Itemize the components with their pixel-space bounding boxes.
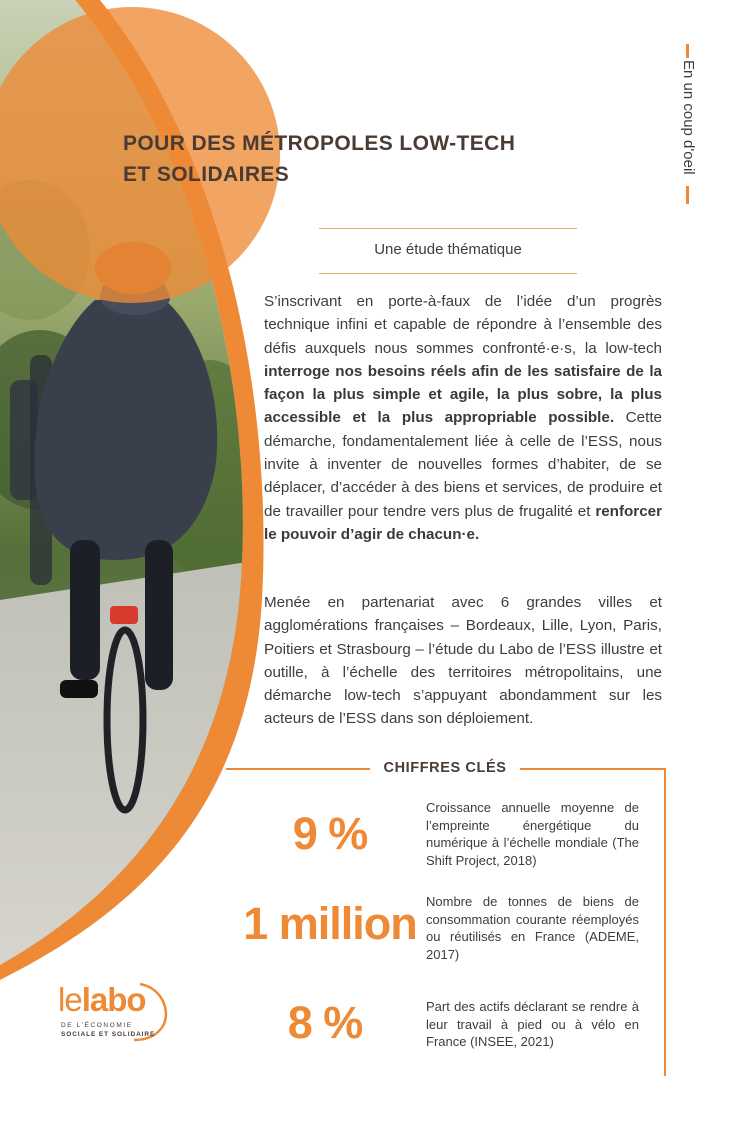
stat-value-3: 8 % xyxy=(287,997,363,1048)
subtitle-rule-bottom xyxy=(319,273,577,274)
side-accent-bottom xyxy=(686,186,689,204)
intro-p1-text-a: S’inscrivant en porte-à-faux de l’idée d’un progrès technique infini et capable de répondre à l’ensemble des défis auxquels nous sommes confronté·e·s, la low-tech xyxy=(264,293,662,357)
title-line-2: ET SOLIDAIRES xyxy=(123,163,290,186)
intro-paragraph-2: Menée en partenariat avec 6 grandes villes et agglomérations françaises – Bordeaux, Lille, Lyon, Paris, Poitiers et Strasbourg – l’étude du Labo de l’ESS illustre et outille, à l’échelle des territoires métropolitains, une démarche low-tech s’appuyant abondamment sur les acteurs de l’ESS dans son déploiement. xyxy=(264,594,662,728)
logo-wordmark xyxy=(58,980,146,1020)
key-figures-frame-right xyxy=(520,768,666,770)
title-line-1: POUR DES MÉTROPOLES LOW-TECH xyxy=(123,132,516,155)
logo-word-le: le xyxy=(58,981,82,1018)
le-labo-logo xyxy=(58,980,178,1050)
stat-value-1: 9 % xyxy=(292,808,368,859)
stat-description-2: Nombre de tonnes de biens de consommation courante réemployés ou réutilisés en France (ADEME, 2017) xyxy=(426,894,639,962)
logo-line-1: DE L’ÉCONOMIE xyxy=(61,1022,133,1029)
key-figures-frame-vertical xyxy=(664,768,666,1076)
side-accent-top xyxy=(686,44,689,58)
stat-description-3: Part des actifs déclarant se rendre à leur travail à pied ou à vélo en France (INSEE, 2021) xyxy=(426,999,639,1050)
intro-paragraph-1 xyxy=(264,290,662,546)
logo-line-2: SOCIALE ET SOLIDAIRE xyxy=(61,1031,156,1038)
key-figures-title: CHIFFRES CLÉS xyxy=(383,760,507,776)
logo-word-labo: labo xyxy=(81,981,146,1018)
page-title xyxy=(123,128,553,190)
side-label: En un coup d'oeil xyxy=(680,60,697,175)
stat-description-1: Croissance annuelle moyenne de l’empreinte énergétique du numérique à l’échelle mondiale (The Shift Project, 2018) xyxy=(426,800,639,868)
intro-p1-text-b: Cette démarche, fondamentalement liée à celle de l’ESS, nous invite à inventer de nouvelles formes d’habiter, de se déplacer, d’accéder à des biens et services, de produire et de travailler pour tendre vers plus de frugalité et xyxy=(264,409,662,520)
intro-p1-bold-a: interroge nos besoins réels afin de les satisfaire de la façon la plus simple et agile, la plus sobre, la plus accessible et la plus appropriable possible. xyxy=(264,362,662,427)
subtitle: Une étude thématique xyxy=(374,241,522,258)
subtitle-rule-top xyxy=(319,228,577,229)
intro-p1-bold-b: renforcer le pouvoir d’agir de chacun·e. xyxy=(264,502,662,543)
key-figures-frame-left xyxy=(226,768,370,770)
stat-value-2: 1 million xyxy=(243,898,417,949)
